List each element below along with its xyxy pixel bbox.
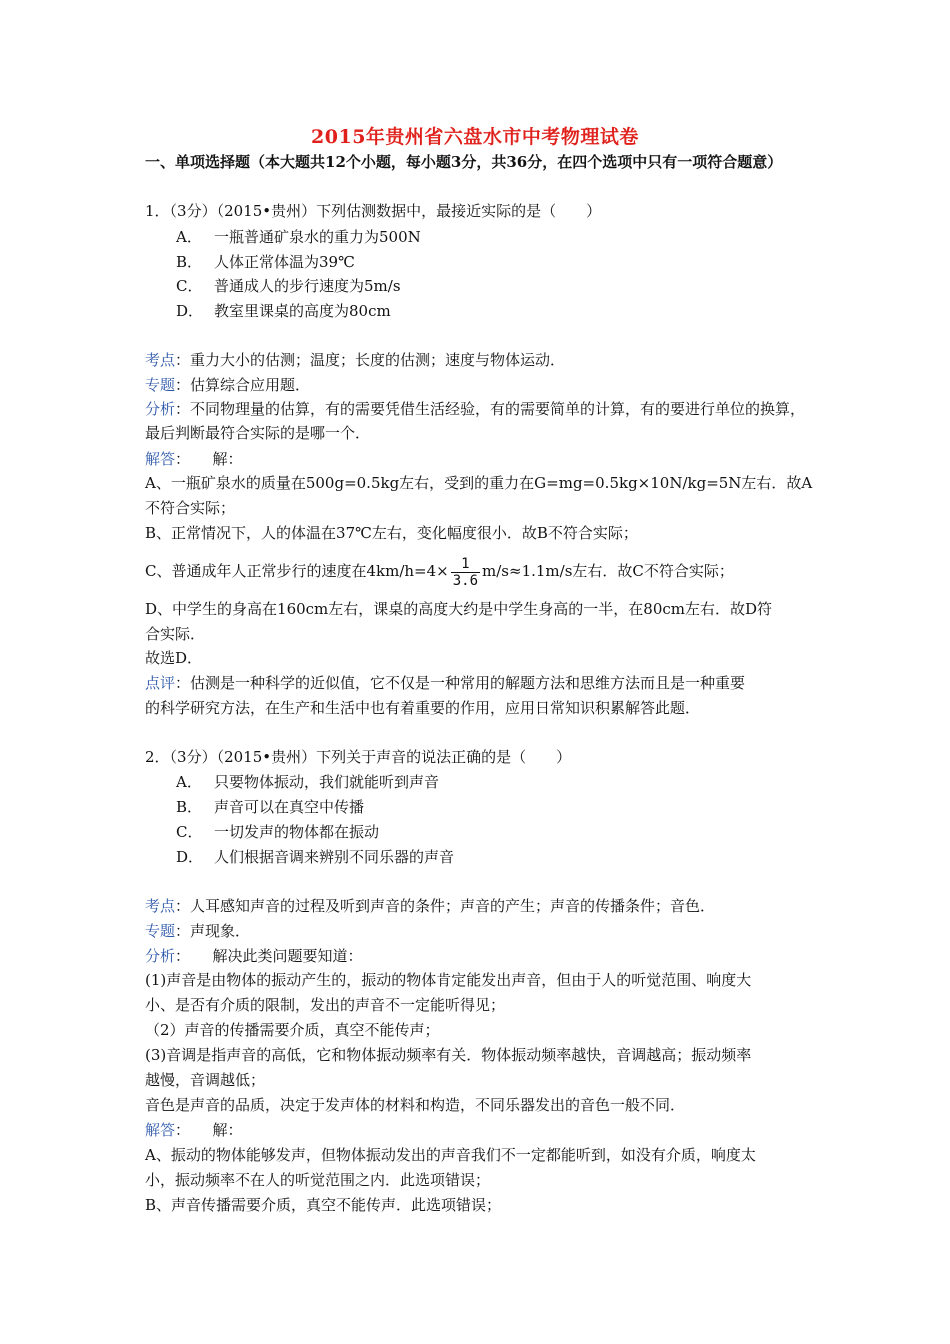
q2-fenxi-3-line2: 越慢，音调越低； [145,1071,266,1089]
zhuanti-label: 专题 [145,922,176,940]
q1-solution-d-line2: 合实际． [145,625,206,643]
q2-stem: 2．（3分）（2015•贵州）下列关于声音的说法正确的是（ ） [145,748,572,766]
option-letter: B． [176,798,203,816]
q2-option-d [176,845,454,869]
q2-solution-b: B、声音传播需要介质，真空不能传声．此选项错误； [145,1196,502,1214]
q2-fenxi-3-line1: (3)音调是指声音的高低，它和物体振动频率有关．物体振动频率越快，音调越高；振动频率 [145,1046,752,1064]
q1-option-b [176,250,355,274]
option-text: 人们根据音调来辨别不同乐器的声音 [214,848,455,866]
q1-solution-a-line1: A、一瓶矿泉水的质量在500g=0.5kg左右，受到的重力在G=mg=0.5kg×10N/kg=5N左右．故A [145,474,813,492]
fenxi-text: ：不同物理量的估算，有的需要凭借生活经验，有的需要简单的计算，有的要进行单位的换算，最后判断最符合实际的是哪一个． [145,400,806,442]
option-letter: D． [176,302,204,320]
kaodian-text: ：重力大小的估测；温度；长度的估测；速度与物体运动． [175,351,566,369]
jieda-text: ： 解： [175,450,243,468]
option-text: 一瓶普通矿泉水的重力为500N [214,228,421,246]
q2-fenxi-4: 音色是声音的品质，决定于发声体的材料和构造，不同乐器发出的音色一般不同． [145,1096,686,1114]
fenxi-label: 分析 [145,947,176,965]
q1-fenxi [145,397,815,445]
dianping-text: ：估测是一种科学的近似值，它不仅是一种常用的解题方法和思维方法而且是一种重要 [175,674,746,692]
fenxi-label: 分析 [145,400,176,418]
fenxi-text: ： 解决此类问题要知道： [175,947,363,965]
jieda-label: 解答 [145,1121,176,1139]
q2-option-c [176,820,379,844]
q1-answer: 故选D． [145,649,203,667]
zhuanti-label: 专题 [145,376,176,394]
q1-solution-a-line2: 不符合实际； [145,499,236,517]
q2-jieda [145,1118,815,1142]
q2-solution-a-line1: A、振动的物体能够发声，但物体振动发出的声音我们不一定都能听到，如没有介质，响度太 [145,1146,756,1164]
q1-dianping [145,671,815,695]
option-letter: A． [176,228,202,246]
kaodian-text: ：人耳感知声音的过程及听到声音的条件；声音的产生；声音的传播条件；音色． [175,897,716,915]
q1-option-d [176,299,391,323]
q2-fenxi [145,944,815,968]
option-text: 普通成人的步行速度为5m/s [214,277,401,295]
q2-option-b [176,795,364,819]
option-text: 教室里课桌的高度为80cm [214,302,391,320]
jieda-text: ： 解： [175,1121,243,1139]
option-letter: C． [176,277,203,295]
option-text: 只要物体振动，我们就能听到声音 [214,773,440,791]
q2-zhuanti [145,919,815,943]
q2-fenxi-2: （2）声音的传播需要介质，真空不能传声； [145,1021,440,1039]
q1-zhuanti [145,373,815,397]
section-heading: 一、单项选择题（本大题共12个小题，每小题3分，共36分，在四个选项中只有一项符合题意） [145,153,783,171]
kaodian-label: 考点 [145,897,176,915]
q1-solution-c [145,553,815,589]
option-letter: B． [176,253,203,271]
fraction-numerator: 1 [451,556,480,573]
q1-kaodian [145,348,815,372]
dianping-label: 点评 [145,674,176,692]
fraction-denominator: 3.6 [452,572,479,589]
option-letter: D． [176,848,204,866]
solution-c-post: m/s≈1.1m/s左右．故C不符合实际； [482,562,734,580]
q1-solution-b: B、正常情况下，人的体温在37℃左右，变化幅度很小．故B不符合实际； [145,524,638,542]
q1-dianping-line2: 的科学研究方法，在生产和生活中也有着重要的作用，应用日常知识积累解答此题． [145,699,701,717]
option-text: 声音可以在真空中传播 [214,798,365,816]
fraction [451,556,480,589]
q1-option-a [176,225,421,249]
page-title: 2015年贵州省六盘水市中考物理试卷 [311,126,639,148]
q2-kaodian [145,894,815,918]
q2-option-a [176,770,439,794]
option-letter: C． [176,823,203,841]
q2-fenxi-1-line1: (1)声音是由物体的振动产生的，振动的物体肯定能发出声音，但由于人的听觉范围、响度大 [145,971,752,989]
q2-solution-a-line2: 小，振动频率不在人的听觉范围之内．此选项错误； [145,1171,491,1189]
q1-stem: 1．（3分）（2015•贵州）下列估测数据中，最接近实际的是（ ） [145,202,602,220]
q2-fenxi-1-line2: 小、是否有介质的限制，发出的声音不一定能听得见； [145,996,506,1014]
q1-jieda [145,447,815,471]
option-letter: A． [176,773,202,791]
solution-c-pre: C、普通成年人正常步行的速度在4km/h=4× [145,562,449,580]
option-text: 一切发声的物体都在振动 [214,823,380,841]
option-text: 人体正常体温为39℃ [214,253,355,271]
zhuanti-text: ：声现象． [175,922,251,940]
kaodian-label: 考点 [145,351,176,369]
q1-option-c [176,274,401,298]
zhuanti-text: ：估算综合应用题． [175,376,311,394]
q1-solution-d-line1: D、中学生的身高在160cm左右，课桌的高度大约是中学生身高的一半，在80cm左右．故D符 [145,600,773,618]
jieda-label: 解答 [145,450,176,468]
